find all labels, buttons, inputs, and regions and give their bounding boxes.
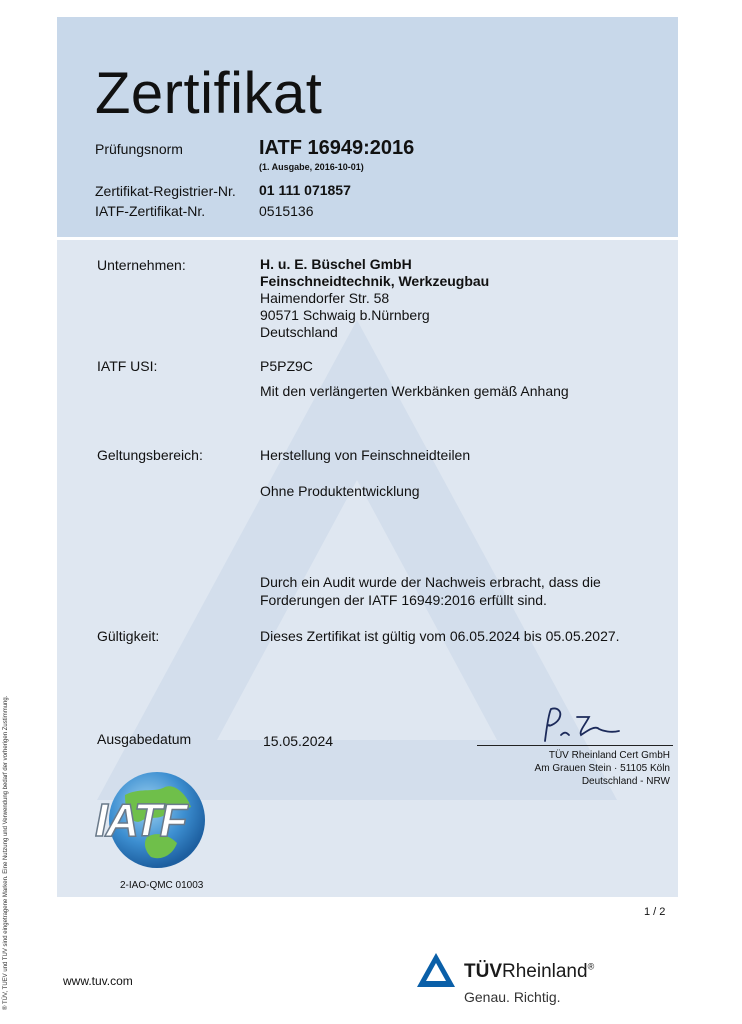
tuv-brand-bold: TÜV [464, 961, 502, 982]
page-number: 1 / 2 [644, 906, 666, 918]
usi-note: Mit den verlängerten Werkbänken gemäß Anhang [260, 383, 569, 399]
validity-label: Gültigkeit: [97, 628, 160, 644]
audit-line-1: Durch ein Audit wurde der Nachweis erbracht, dass die [260, 574, 601, 590]
issuer-region: Deutschland - NRW [581, 776, 670, 787]
audit-line-2: Forderungen der IATF 16949:2016 erfüllt sind. [260, 592, 547, 608]
issuer-address: Am Grauen Stein · 51105 Köln [534, 763, 670, 774]
usi-value: P5PZ9C [260, 358, 313, 374]
certificate-header [57, 17, 678, 237]
company-division: Feinschneidtechnik, Werkzeugbau [260, 273, 490, 289]
scope-line-2: Ohne Produktentwicklung [260, 483, 420, 499]
tuv-tagline: Genau. Richtig. [464, 989, 561, 1005]
company-street: Haimendorfer Str. 58 [260, 290, 390, 306]
trademark-note: ® TÜV, TUEV und TUV sind eingetragene Marken. Eine Nutzung und Verwendung bedarf der vorherigen Zustimmung. [3, 695, 9, 1010]
registration-number: 01 111 071857 [259, 182, 351, 198]
certificate-title: Zertifikat [95, 61, 323, 126]
issue-date-label: Ausgabedatum [97, 731, 192, 747]
signature [537, 705, 627, 745]
company-country: Deutschland [260, 324, 338, 340]
usi-label: IATF USI: [97, 358, 158, 374]
tuv-brand [464, 961, 594, 983]
tuv-brand-reg: ® [587, 961, 595, 972]
registration-label: Zertifikat-Registrier-Nr. [95, 183, 236, 199]
signature-line [477, 745, 673, 746]
website-link[interactable]: www.tuv.com [63, 974, 133, 988]
scope-line-1: Herstellung von Feinschneidteilen [260, 447, 471, 463]
company-label: Unternehmen: [97, 257, 186, 273]
certificate-body [57, 240, 678, 897]
iatf-logo [95, 765, 215, 880]
validity-value: Dieses Zertifikat ist gültig vom 06.05.2024 bis 05.05.2027. [260, 628, 620, 644]
iatf-code: 2-IAO-QMC 01003 [120, 880, 204, 891]
tuv-brand-rest: Rheinland [502, 961, 588, 982]
company-name: H. u. E. Büschel GmbH [260, 256, 412, 272]
norm-label: Prüfungsnorm [95, 141, 183, 157]
tuv-triangle-icon [415, 951, 457, 989]
norm-value: IATF 16949:2016 [259, 137, 415, 159]
issue-date: 15.05.2024 [263, 733, 334, 749]
iatf-number-label: IATF-Zertifikat-Nr. [95, 203, 206, 219]
iatf-number: 0515136 [259, 203, 314, 219]
iatf-logo-text: IATF [95, 794, 186, 846]
issuer-name: TÜV Rheinland Cert GmbH [548, 750, 670, 761]
company-city: 90571 Schwaig b.Nürnberg [260, 307, 430, 323]
scope-label: Geltungsbereich: [97, 447, 203, 463]
norm-edition: (1. Ausgabe, 2016-10-01) [259, 162, 364, 172]
